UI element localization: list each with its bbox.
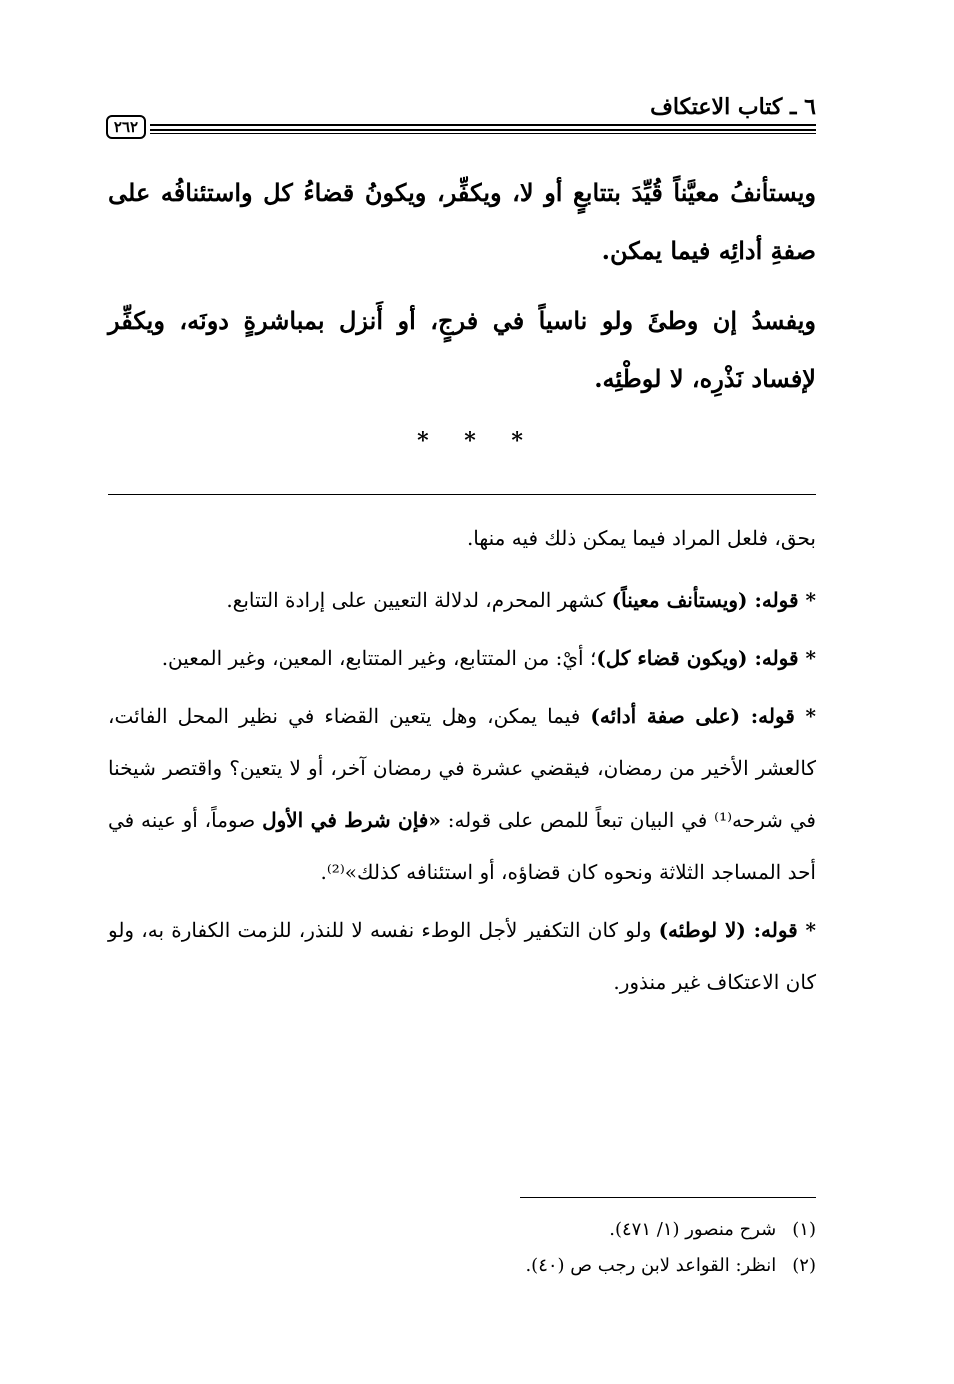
commentary-lead-3: * قوله: (على صفة أدائه) (590, 704, 816, 728)
footnote-number: (١) (792, 1219, 816, 1240)
footnote-text: انظر: القواعد لابن رجب ص (٤٠). (525, 1255, 777, 1276)
commentary-text-3: فيما يمكن، وهل يتعين القضاء في نظير المحل الفائت، كالعشر الأخير من رمضان، فيقضي عشرة في رمضان آخر، أو لا يتعين؟ واقتصر شيخنا في شرحه⁽¹⁾ في البيان تبعاً للمص على قوله: (108, 704, 816, 832)
commentary-paragraph-4 (108, 904, 816, 1008)
page-number: ٢٦٢ (106, 115, 146, 139)
commentary-paragraph-3 (108, 690, 816, 898)
footnote-rule (520, 1197, 816, 1198)
header-rule (150, 124, 816, 126)
commentary-text-1: كشهر المحرم، لدلالة التعيين على إرادة التتابع. (226, 588, 612, 612)
footnote-2 (108, 1248, 816, 1284)
commentary-text-4: ولو كان التكفير لأجل الوطء نفسه لا للنذر، للزمت الكفارة به، ولو كان الاعتكاف غير منذور. (108, 918, 816, 994)
main-paragraph-1: ويستأنفُ معيَّناً قُيِّدَ بتتابعٍ أو لا، ويكفِّر، ويكونُ قضاءُ كل واستئنافُه على صفةِ أدائِه فيما يمكن. (108, 178, 816, 265)
commentary-lead-2: * قوله: (ويكون قضاء كل) (596, 646, 816, 670)
main-paragraph-2: ويفسدُ إن وطئَ ولو ناسياً في فرجٍ، أو أَنزل بمباشرةٍ دونَه، ويكفِّر لإفساد نَذْرِه، لا لوطْئِه. (108, 306, 816, 393)
footnotes (108, 1212, 816, 1284)
main-text (108, 164, 816, 408)
footnote-1 (108, 1212, 816, 1248)
section-ornament: * * * (417, 428, 537, 454)
running-title: ٦ ـ كتاب الاعتكاف (650, 94, 816, 120)
header-rule (150, 133, 816, 134)
commentary-lead-1: * قوله: (ويستأنف معيناً) (611, 588, 816, 612)
footnote-number: (٢) (792, 1255, 816, 1276)
commentary (108, 512, 816, 1008)
commentary-paragraph-0: بحق، فلعل المراد فيما يمكن ذلك فيه منها. (466, 526, 816, 550)
header-rule (150, 129, 816, 131)
commentary-quote-3: «فإن شرط في الأول (262, 808, 441, 832)
commentary-paragraph-2 (108, 632, 816, 684)
commentary-tail-3: صوماً، أو عينه في أحد المساجد الثلاثة ونحوه كان قضاؤه، أو استئنافه كذلك»⁽²⁾. (108, 808, 816, 884)
commentary-lead-4: * قوله: (لا لوطئه) (658, 918, 816, 942)
commentary-paragraph-1 (108, 574, 816, 626)
text-separator-rule (108, 494, 816, 495)
commentary-text-2: ؛ أيْ: من المتتابع، وغير المتتابع، المعين، وغير المعين. (161, 646, 597, 670)
footnote-text: شرح منصور (١/ ٤٧١). (609, 1219, 777, 1240)
